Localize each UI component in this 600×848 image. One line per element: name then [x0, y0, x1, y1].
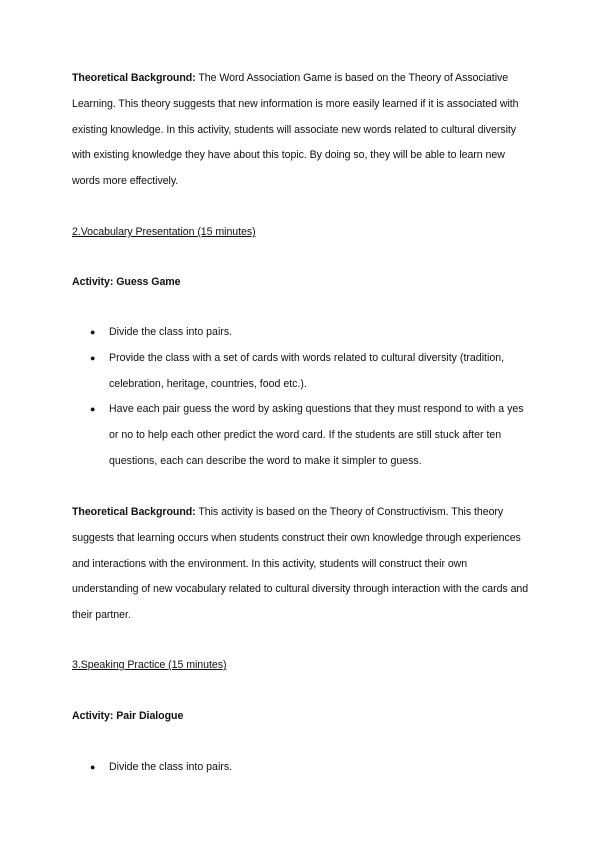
theory-paragraph	[72, 500, 530, 629]
list-item	[72, 755, 530, 781]
section3-activity-block	[72, 704, 530, 730]
bullet-icon: ●	[90, 762, 96, 772]
theory-paragraph	[72, 66, 530, 195]
bullet-icon: ●	[90, 352, 96, 363]
bullet-icon: ●	[90, 404, 96, 415]
activity-title: Activity: Guess Game	[72, 276, 181, 288]
list-item	[72, 397, 530, 474]
list-item	[72, 320, 530, 346]
section2-bullet-list	[72, 320, 530, 475]
list-item-text: Provide the class with a set of cards with words related to cultural diversity (tradition, celebration, heritage, countries, food etc.).	[109, 351, 505, 390]
section2-theory-paragraph	[72, 500, 530, 629]
theory-text: The Word Association Game is based on the Theory of Associative Learning. This theory suggests that new information is more easily learned if it is associated with existing knowledge. In this activity, students will associate new words related to cultural diversity with existing knowledge they have about this topic. By doing so, they will be able to learn new words more effectively.	[72, 72, 519, 188]
theory-label: Theoretical Background:	[72, 506, 196, 518]
section2-activity-block	[72, 270, 530, 296]
section2-heading-block	[72, 220, 530, 246]
section1-theory-paragraph	[72, 66, 530, 195]
list-item-text: Divide the class into pairs.	[109, 326, 233, 338]
list-item-text: Divide the class into pairs.	[109, 761, 233, 773]
list-item	[72, 346, 530, 398]
activity-title: Activity: Pair Dialogue	[72, 710, 184, 722]
section3-bullet-list	[72, 755, 530, 781]
section-heading: 3.Speaking Practice (15 minutes)	[72, 659, 227, 671]
theory-text: This activity is based on the Theory of Constructivism. This theory suggests that learning occurs when students construct their own knowledge through experiences and interactions with the environment. In this activity, students will construct their own understanding of new vocabulary related to cultural diversity through interaction with the cards and their partner.	[72, 506, 529, 622]
section3-heading-block	[72, 653, 530, 679]
theory-label: Theoretical Background:	[72, 72, 196, 84]
section-heading: 2.Vocabulary Presentation (15 minutes)	[72, 226, 256, 238]
list-item-text: Have each pair guess the word by asking questions that they must respond to with a yes or no to help each other predict the word card. If the students are still stuck after ten questions, each can describe the word to make it simpler to guess.	[109, 403, 524, 467]
bullet-icon: ●	[90, 327, 96, 337]
